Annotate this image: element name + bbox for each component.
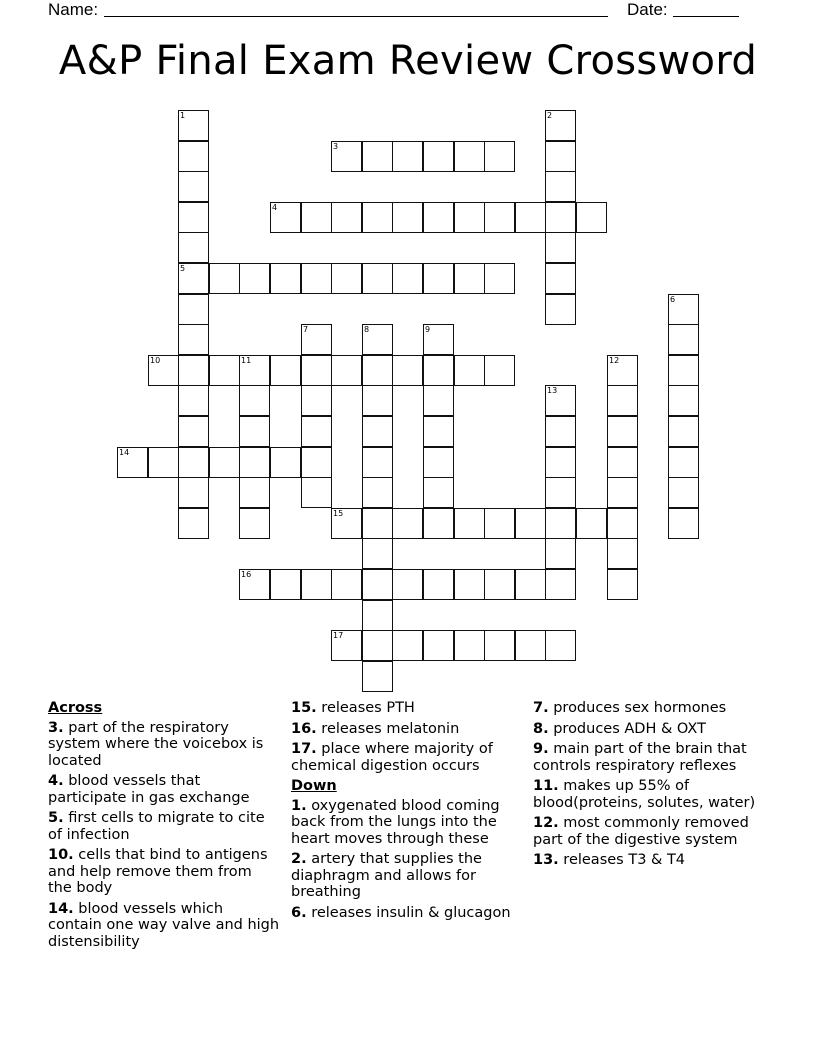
clue-down-2: 2. artery that supplies the diaphragm and allows for breathing [291,851,482,900]
crossword-cell[interactable] [423,630,454,661]
clue-down-7: 7. produces sex hormones [533,700,727,716]
clue-down-12: 12. most commonly removed part of the digestive system [533,815,749,848]
crossword-cell[interactable] [515,630,546,661]
crossword-cell[interactable] [515,202,546,233]
crossword-cell[interactable] [607,569,638,600]
crossword-cell[interactable] [545,141,576,172]
crossword-cell[interactable] [454,141,485,172]
crossword-cell[interactable] [545,385,576,416]
crossword-cell[interactable] [178,385,209,416]
crossword-cell[interactable] [607,447,638,478]
crossword-cell[interactable] [576,508,607,539]
crossword-cell[interactable] [239,385,270,416]
crossword-cell[interactable] [301,263,332,294]
cell-number: 9 [425,325,431,334]
crossword-cell[interactable] [423,141,454,172]
crossword-cell[interactable] [178,447,209,478]
crossword-cell[interactable] [148,447,179,478]
crossword-cell[interactable] [607,477,638,508]
crossword-cell[interactable] [668,385,699,416]
crossword-cell[interactable] [209,355,240,386]
crossword-cell[interactable] [545,416,576,447]
crossword-cell[interactable] [178,232,209,263]
clue-down-8: 8. produces ADH & OXT [533,720,706,737]
crossword-cell[interactable] [423,447,454,478]
crossword-cell[interactable] [362,661,393,692]
clue-across-10: 10. cells that bind to antigens and help remove them from the body [48,847,268,896]
crossword-cell[interactable] [239,355,270,386]
cell-number: 10 [150,356,161,365]
crossword-cell[interactable] [331,355,362,386]
crossword-cell[interactable] [423,263,454,294]
crossword-cell[interactable] [270,202,301,233]
crossword-cell[interactable] [239,569,270,600]
clue-across-3: 3. part of the respiratory system where the voicebox is located [48,719,264,769]
crossword-cell[interactable] [545,477,576,508]
crossword-cell[interactable] [545,263,576,294]
crossword-cell[interactable] [209,263,240,294]
crossword-cell[interactable] [392,569,423,600]
crossword-cell[interactable] [576,202,607,233]
across-heading: Across [48,700,103,716]
clues-column-3 [533,700,765,873]
clues-column-1 [48,700,280,954]
crossword-cell[interactable] [117,447,148,478]
down-heading: Down [291,778,337,794]
crossword-cell[interactable] [331,630,362,661]
crossword-cell[interactable] [331,569,362,600]
crossword-cell[interactable] [545,232,576,263]
crossword-cell[interactable] [239,477,270,508]
crossword-cell[interactable] [362,447,393,478]
cell-number: 7 [303,325,309,334]
crossword-cell[interactable] [331,508,362,539]
crossword-cell[interactable] [362,416,393,447]
crossword-cell[interactable] [423,477,454,508]
crossword-cell[interactable] [668,294,699,325]
cell-number: 14 [119,448,130,457]
crossword-cell[interactable] [423,385,454,416]
crossword-cell[interactable] [178,171,209,202]
crossword-cell[interactable] [301,324,332,355]
crossword-cell[interactable] [545,294,576,325]
cell-number: 17 [333,631,344,640]
crossword-cell[interactable] [362,538,393,569]
crossword-cell[interactable] [545,171,576,202]
crossword-cell[interactable] [239,263,270,294]
crossword-cell[interactable] [148,355,179,386]
crossword-cell[interactable] [484,355,515,386]
crossword-cell[interactable] [515,508,546,539]
crossword-cell[interactable] [607,385,638,416]
clue-down-1: 1. oxygenated blood coming back from the lungs into the heart moves through these [291,797,500,847]
cell-number: 11 [241,356,252,365]
crossword-cell[interactable] [545,110,576,141]
cell-number: 3 [333,142,339,151]
cell-number: 13 [547,386,558,395]
crossword-cell[interactable] [607,355,638,386]
clue-down-9: 9. main part of the brain that controls respiratory reflexes [533,741,747,774]
crossword-cell[interactable] [454,569,485,600]
crossword-cell[interactable] [423,508,454,539]
crossword-cell[interactable] [301,447,332,478]
crossword-cell[interactable] [178,355,209,386]
crossword-cell[interactable] [270,447,301,478]
crossword-cell[interactable] [668,355,699,386]
clue-down-11: 11. makes up 55% of blood(proteins, solutes, water) [533,778,756,811]
crossword-cell[interactable] [362,600,393,631]
clue-across-14: 14. blood vessels which contain one way valve and high distensibility [48,900,280,950]
crossword-cell[interactable] [331,263,362,294]
crossword-cell[interactable] [607,538,638,569]
cell-number: 15 [333,509,344,518]
crossword-cell[interactable] [392,263,423,294]
crossword-cell[interactable] [484,569,515,600]
crossword-cell[interactable] [362,202,393,233]
crossword-cell[interactable] [423,202,454,233]
clue-across-16: 16. releases melatonin [291,720,460,737]
crossword-cell[interactable] [423,416,454,447]
crossword-cell[interactable] [392,141,423,172]
crossword-cell[interactable] [392,355,423,386]
crossword-cell[interactable] [270,355,301,386]
crossword-cell[interactable] [270,569,301,600]
clue-across-4: 4. blood vessels that participate in gas exchange [48,773,250,806]
crossword-cell[interactable] [454,355,485,386]
crossword-cell[interactable] [178,263,209,294]
crossword-cell[interactable] [301,385,332,416]
crossword-cell[interactable] [178,141,209,172]
crossword-cell[interactable] [301,477,332,508]
crossword-cell[interactable] [484,202,515,233]
crossword-cell[interactable] [423,355,454,386]
crossword-cell[interactable] [239,416,270,447]
crossword-cell[interactable] [423,324,454,355]
crossword-cell[interactable] [515,569,546,600]
crossword-cell[interactable] [362,324,393,355]
crossword-cell[interactable] [484,508,515,539]
clue-down-13: 13. releases T3 & T4 [533,852,686,868]
crossword-cell[interactable] [607,416,638,447]
date-label: Date: [627,0,668,19]
crossword-cell[interactable] [239,447,270,478]
crossword-cell[interactable] [454,508,485,539]
crossword-cell[interactable] [454,263,485,294]
crossword-cell[interactable] [668,508,699,539]
page-title: A&P Final Exam Review Crossword [58,38,758,84]
crossword-cell[interactable] [668,477,699,508]
crossword-cell[interactable] [301,569,332,600]
clue-down-6: 6. releases insulin & glucagon [291,904,511,921]
crossword-cell[interactable] [362,508,393,539]
crossword-cell[interactable] [178,294,209,325]
crossword-cell[interactable] [331,202,362,233]
crossword-cell[interactable] [362,569,393,600]
crossword-cell[interactable] [545,630,576,661]
crossword-cell[interactable] [270,263,301,294]
crossword-cell[interactable] [209,447,240,478]
cell-number: 2 [547,111,553,120]
crossword-cell[interactable] [178,324,209,355]
cell-number: 5 [180,264,186,273]
clue-across-5: 5. first cells to migrate to cite of infection [48,810,265,843]
crossword-cell[interactable] [484,141,515,172]
crossword-cell[interactable] [178,508,209,539]
crossword-cell[interactable] [545,569,576,600]
cell-number: 12 [609,356,620,365]
cell-number: 4 [272,203,278,212]
crossword-cell[interactable] [545,508,576,539]
crossword-cell[interactable] [178,202,209,233]
crossword-cell[interactable] [178,416,209,447]
crossword-cell[interactable] [484,630,515,661]
cell-number: 1 [180,111,186,120]
name-label: Name: [48,0,99,19]
crossword-cell[interactable] [362,355,393,386]
crossword-cell[interactable] [301,355,332,386]
crossword-cell[interactable] [301,202,332,233]
crossword-cell[interactable] [392,630,423,661]
crossword-cell[interactable] [178,110,209,141]
crossword-cell[interactable] [545,447,576,478]
crossword-cell[interactable] [668,416,699,447]
crossword-cell[interactable] [545,202,576,233]
cell-number: 6 [670,295,676,304]
cell-number: 16 [241,570,252,579]
crossword-cell[interactable] [668,324,699,355]
crossword-cell[interactable] [362,385,393,416]
crossword-cell[interactable] [545,538,576,569]
cell-number: 8 [364,325,370,334]
crossword-cell[interactable] [362,477,393,508]
clue-across-17: 17. place where majority of chemical digestion occurs [291,741,493,774]
crossword-cell[interactable] [392,508,423,539]
crossword-cell[interactable] [239,508,270,539]
clue-across-15: 15. releases PTH [291,700,415,716]
crossword-cell[interactable] [178,477,209,508]
crossword-cell[interactable] [362,141,393,172]
crossword-cell[interactable] [607,508,638,539]
clues-column-2 [291,700,523,925]
crossword-cell[interactable] [668,447,699,478]
crossword-cell[interactable] [454,630,485,661]
crossword-cell[interactable] [362,263,393,294]
crossword-cell[interactable] [301,416,332,447]
crossword-cell[interactable] [454,202,485,233]
crossword-cell[interactable] [392,202,423,233]
crossword-cell[interactable] [331,141,362,172]
crossword-cell[interactable] [423,569,454,600]
crossword-cell[interactable] [362,630,393,661]
crossword-cell[interactable] [484,263,515,294]
